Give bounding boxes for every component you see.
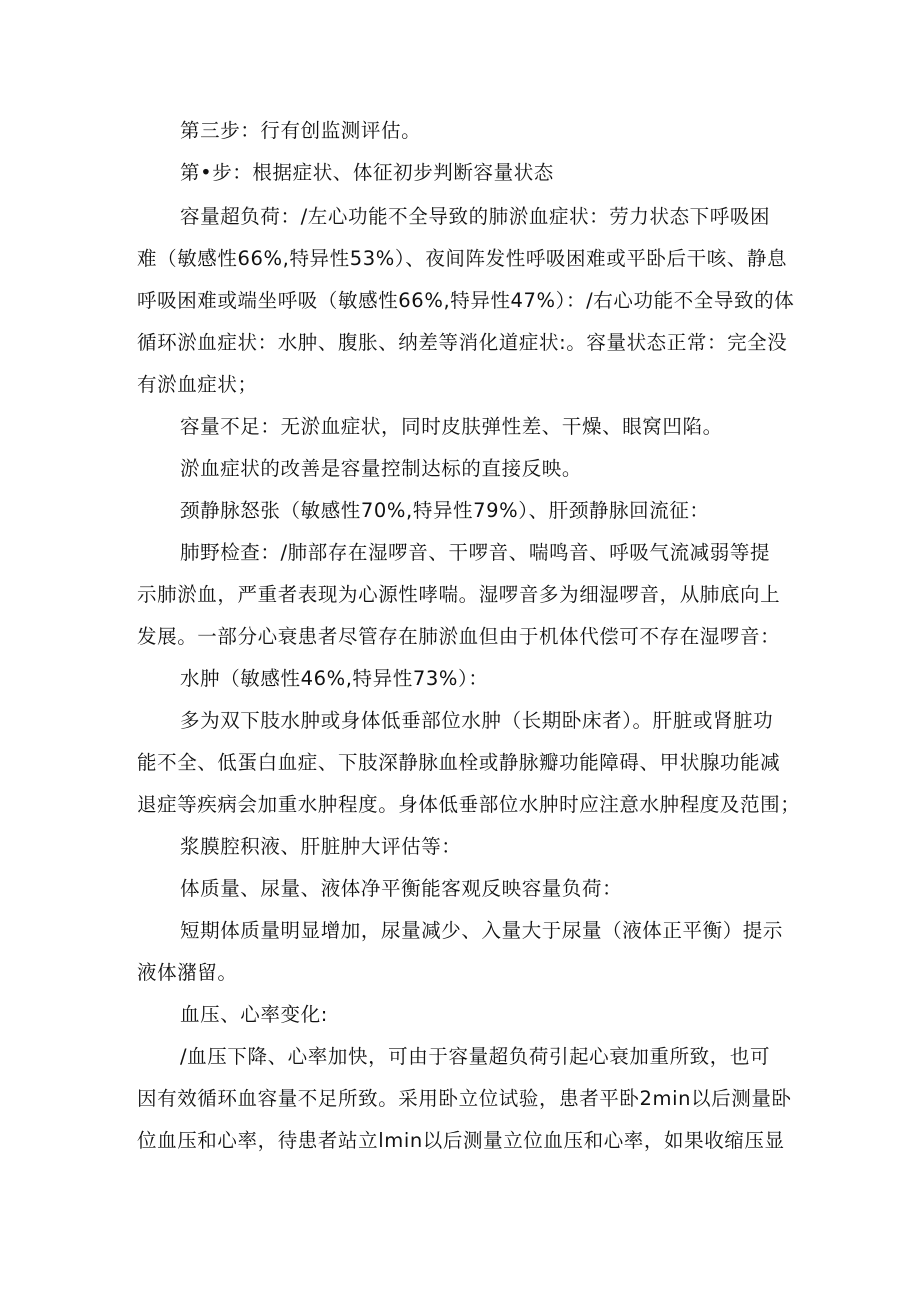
text-line: 容量超负荷：/左心功能不全导致的肺淤血症状：劳力状态下呼吸困 <box>180 205 771 228</box>
text-line: 位血压和心率，待患者站立lmin以后测量立位血压和心率，如果收缩压显 <box>137 1129 785 1152</box>
text-line: 淤血症状的改善是容量控制达标的直接反映。 <box>180 457 583 480</box>
text-line: 循环淤血症状：水肿、腹胀、纳差等消化道症状:。容量状态正常：完全没 <box>137 331 788 354</box>
text-line: 水肿（敏感性46%,特异性73%）： <box>180 667 489 690</box>
text-line: 退症等疾病会加重水肿程度。身体低垂部位水肿时应注意水肿程度及范围； <box>137 793 801 816</box>
text-line: 颈静脉怒张（敏感性70%,特异性79%）、肝颈静脉回流征： <box>180 499 710 522</box>
text-line: 呼吸困难或端坐呼吸（敏感性66%,特异性47%）：/右心功能不全导致的体 <box>137 289 795 312</box>
text-line: 液体潴留。 <box>137 961 238 984</box>
text-line: 浆膜腔积液、肝脏肿大评估等： <box>180 835 462 858</box>
text-line: 肺野检查：/肺部存在湿啰音、干啰音、喘鸣音、呼吸气流减弱等提 <box>180 541 771 564</box>
text-line: 有淤血症状； <box>137 373 258 396</box>
text-line: 示肺淤血，严重者表现为心源性哮喘。湿啰音多为细湿啰音，从肺底向上 <box>137 583 781 606</box>
text-line: 第•步：根据症状、体征初步判断容量状态 <box>180 161 554 184</box>
text-line: 能不全、低蛋白血症、下肢深静脉血栓或静脉瓣功能障碍、甲状腺功能减 <box>137 751 781 774</box>
text-line: 因有效循环血容量不足所致。采用卧立位试验，患者平卧2min以后测量卧 <box>137 1087 792 1110</box>
text-line: 发展。一部分心衰患者尽管存在肺淤血但由于机体代偿可不存在湿啰音： <box>137 625 781 648</box>
text-line: 多为双下肢水肿或身体低垂部位水肿（长期卧床者）。肝脏或肾脏功 <box>180 709 774 732</box>
text-line: 血压、心率变化: <box>180 1003 328 1026</box>
text-line: 体质量、尿量、液体净平衡能客观反映容量负荷： <box>180 877 623 900</box>
text-line: 难（敏感性66%,特异性53%）、夜间阵发性呼吸困难或平卧后干咳、静息 <box>137 247 788 270</box>
text-line: 短期体质量明显增加，尿量减少、入量大于尿量（液体正平衡）提示 <box>180 919 784 942</box>
text-line: /血压下降、心率加快，可由于容量超负荷引起心衰加重所致，也可 <box>180 1045 771 1068</box>
text-line: 容量不足：无淤血症状，同时皮肤弹性差、干燥、眼窝凹陷。 <box>180 415 723 438</box>
text-line: 第三步：行有创监测评估。 <box>180 119 422 142</box>
